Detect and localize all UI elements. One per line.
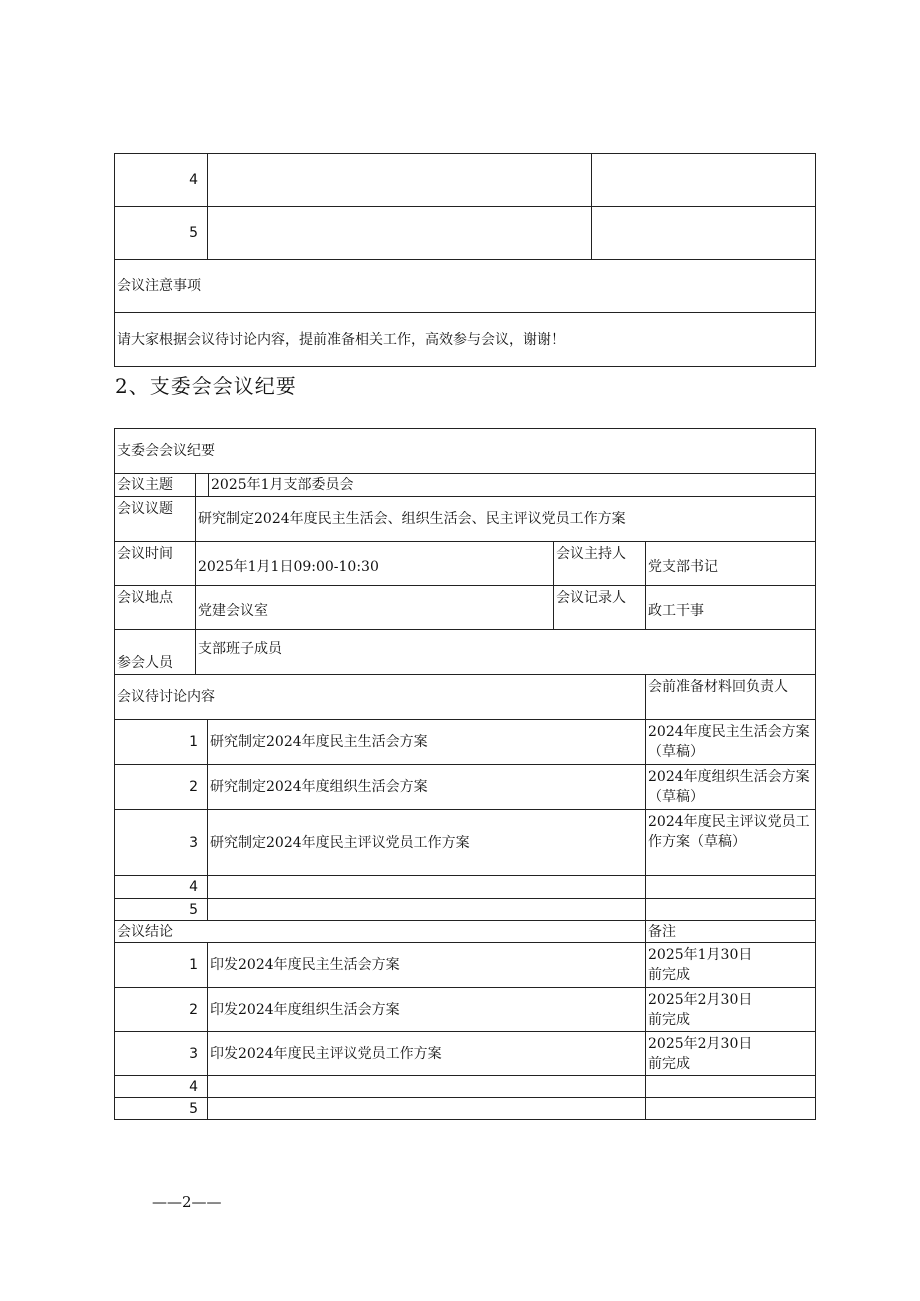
place-value: 党建会议室 <box>196 586 554 630</box>
row-number: 1 <box>115 943 208 988</box>
row-content: 印发2024年度民主生活会方案 <box>208 943 646 988</box>
row-content: 研究制定2024年度组织生活会方案 <box>208 765 646 810</box>
row-material: 2024年度民主生活会方案（草稿） <box>646 720 816 765</box>
recorder-label: 会议记录人 <box>554 586 646 630</box>
agenda-value: 研究制定2024年度民主生活会、组织生活会、民主评议党员工作方案 <box>196 497 816 542</box>
notice-title: 会议注意事项 <box>115 260 816 313</box>
notice-text: 请大家根据会议待讨论内容，提前准备相关工作，高效参与会议，谢谢！ <box>115 313 816 367</box>
row-number: 2 <box>115 988 208 1032</box>
row-number: 4 <box>115 876 208 899</box>
conclusion-label: 会议结论 <box>115 921 646 943</box>
row-remark <box>646 1098 816 1120</box>
row-content: 印发2024年度民主评议党员工作方案 <box>208 1032 646 1076</box>
row-note <box>592 154 816 207</box>
row-remark: 2025年1月30日前完成 <box>646 943 816 988</box>
table-row <box>115 154 816 207</box>
meeting-notice-table <box>114 153 816 367</box>
table-row <box>115 899 816 921</box>
row-number: 4 <box>115 1076 208 1098</box>
table-row <box>115 1032 816 1076</box>
row-material <box>646 876 816 899</box>
page-number: ——2—— <box>152 1193 222 1211</box>
row-number: 3 <box>115 1032 208 1076</box>
table-row <box>115 810 816 876</box>
row-content <box>208 1098 646 1120</box>
table-row <box>115 1076 816 1098</box>
section-heading: 2、支委会会议纪要 <box>115 374 297 398</box>
table-row <box>115 943 816 988</box>
row-remark: 2025年2月30日前完成 <box>646 1032 816 1076</box>
table-row <box>115 1098 816 1120</box>
agenda-label: 会议议题 <box>115 497 196 542</box>
minutes-title: 支委会会议纪要 <box>115 429 816 474</box>
row-content: 研究制定2024年度民主生活会方案 <box>208 720 646 765</box>
row-content <box>208 154 592 207</box>
row-remark <box>646 1076 816 1098</box>
time-value: 2025年1月1日09:00-10:30 <box>196 542 554 586</box>
place-label: 会议地点 <box>115 586 196 630</box>
row-number: 4 <box>115 154 208 207</box>
host-value: 党支部书记 <box>646 542 816 586</box>
attendees-value: 支部班子成员 <box>196 630 816 675</box>
discussion-resp-label: 会前准备材料回负责人 <box>646 675 816 720</box>
table-row <box>115 988 816 1032</box>
topic-value: 2025年1月支部委员会 <box>208 474 815 496</box>
row-content <box>208 899 646 921</box>
table-row <box>115 765 816 810</box>
discussion-label: 会议待讨论内容 <box>115 675 646 720</box>
table-row <box>115 720 816 765</box>
row-content: 印发2024年度组织生活会方案 <box>208 988 646 1032</box>
row-number: 3 <box>115 810 208 876</box>
row-material: 2024年度组织生活会方案（草稿） <box>646 765 816 810</box>
row-note <box>592 207 816 260</box>
recorder-value: 政工干事 <box>646 586 816 630</box>
row-content <box>208 207 592 260</box>
row-content <box>208 1076 646 1098</box>
table-row <box>115 876 816 899</box>
topic-label: 会议主题 <box>115 474 196 497</box>
attendees-label: 参会人员 <box>115 630 196 675</box>
row-number: 2 <box>115 765 208 810</box>
table-row <box>115 207 816 260</box>
time-label: 会议时间 <box>115 542 196 586</box>
row-number: 5 <box>115 207 208 260</box>
row-number: 5 <box>115 899 208 921</box>
host-label: 会议主持人 <box>554 542 646 586</box>
row-number: 1 <box>115 720 208 765</box>
row-number: 5 <box>115 1098 208 1120</box>
row-content <box>208 876 646 899</box>
row-remark: 2025年2月30日前完成 <box>646 988 816 1032</box>
remark-label: 备注 <box>646 921 816 943</box>
row-material: 2024年度民主评议党员工作方案（草稿） <box>646 810 816 876</box>
meeting-minutes-table <box>114 428 816 1120</box>
row-material <box>646 899 816 921</box>
row-content: 研究制定2024年度民主评议党员工作方案 <box>208 810 646 876</box>
